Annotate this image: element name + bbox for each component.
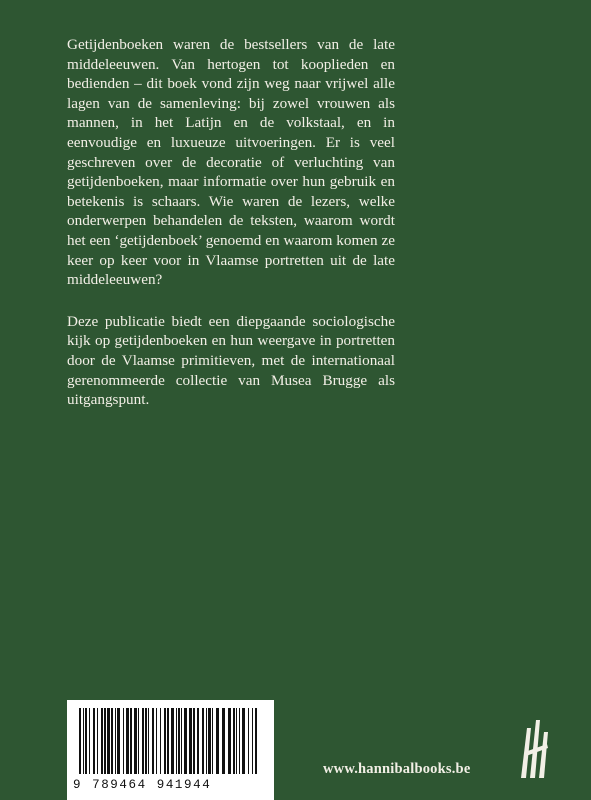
barcode-bar (202, 708, 204, 774)
barcode-bar (138, 708, 139, 774)
barcode-bar (181, 708, 182, 774)
barcode-bar (83, 708, 84, 774)
barcode-bar (117, 708, 120, 774)
barcode-bar (193, 708, 195, 774)
barcode-bar (189, 708, 192, 774)
barcode-bar (178, 708, 180, 774)
barcode-digits-right: 941944 (156, 778, 212, 792)
barcode-bar (239, 708, 240, 774)
barcode-bar (93, 708, 95, 774)
publisher-website: www.hannibalbooks.be (323, 761, 471, 777)
blurb-paragraph-2: Deze publicatie biedt een diepgaande sociologische kijk op getijdenboeken en hun weergave in portretten door de Vlaamse primitieven, met de internationaal gerenommeerde collectie van Musea Brugge als uitgangspunt. (67, 312, 395, 409)
barcode-bar (255, 708, 257, 774)
barcode-bar (85, 708, 87, 774)
back-cover-blurb (67, 35, 395, 432)
barcode-bar (228, 708, 231, 774)
barcode-bar (164, 708, 166, 774)
barcode-bar (115, 708, 116, 774)
barcode-bar (216, 708, 219, 774)
barcode-bar (142, 708, 144, 774)
barcode-bar (222, 708, 225, 774)
barcode-bar (167, 708, 169, 774)
barcode-bar (145, 708, 147, 774)
isbn-barcode (67, 700, 274, 800)
barcode-bar (184, 708, 187, 774)
barcode-bar (160, 708, 161, 774)
barcode-bar (148, 708, 149, 774)
barcode-bar (212, 708, 213, 774)
barcode-bar (111, 708, 113, 774)
barcode-bar (152, 708, 154, 774)
barcode-bar (242, 708, 245, 774)
barcode-bar (208, 708, 211, 774)
barcode-bar (252, 708, 253, 774)
barcode-digit-lead: 9 (73, 778, 83, 792)
barcode-bar (156, 708, 157, 774)
barcode-bar (101, 708, 103, 774)
barcode-bars (79, 708, 262, 774)
barcode-bar (104, 708, 106, 774)
barcode-bar (233, 708, 235, 774)
barcode-bar (248, 708, 249, 774)
barcode-bar (134, 708, 137, 774)
blurb-paragraph-1: Getijdenboeken waren de bestsellers van de late middeleeuwen. Van hertogen tot kooplieden en bedienden – dit boek vond zijn weg naar vrijwel alle lagen van de samenleving: bij zowel vrouwen als mannen, in het Latijn en de volkstaal, en in eenvoudige en luxueuze uitvoeringen. Er is veel geschreven over de decoratie of verluchting van getijdenboeken, maar informatie over hun gebruik en betekenis is schaars. Wie waren de lezers, welke onderwerpen behandelen de teksten, waarom wordt het een ‘getijdenboek’ genoemd en waarom komen ze keer op keer voor in Vlaamse portretten uit de late middeleeuwen? (67, 36, 395, 289)
barcode-bar (97, 708, 98, 774)
barcode-bar (236, 708, 237, 774)
barcode-bar (206, 708, 207, 774)
barcode-bar (79, 708, 81, 774)
barcode-digits-left: 789464 (92, 778, 147, 792)
barcode-bar (126, 708, 129, 774)
publisher-logo-icon (517, 718, 553, 783)
barcode-bar (123, 708, 124, 774)
barcode-bar (130, 708, 132, 774)
barcode-digits (73, 778, 268, 792)
barcode-bar (197, 708, 199, 774)
barcode-bar (89, 708, 90, 774)
barcode-bar (107, 708, 110, 774)
barcode-bar (171, 708, 174, 774)
barcode-bar (176, 708, 177, 774)
